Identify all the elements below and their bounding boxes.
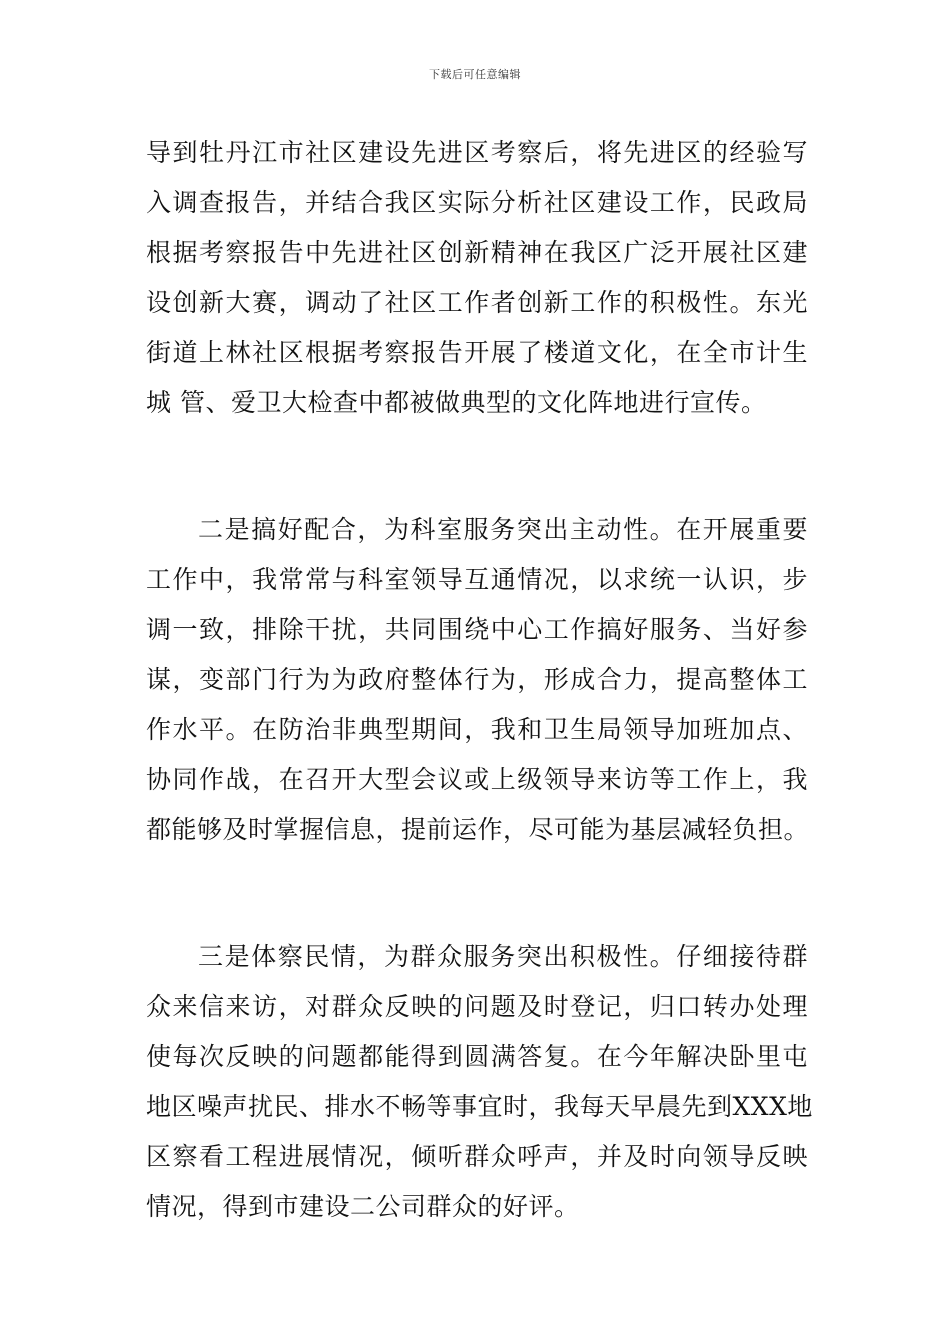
text-line: 众来信来访，对群众反映的问题及时登记，归口转办处理: [146, 992, 808, 1021]
text-line: 导到牡丹江市社区建设先进区考察后，将先进区的经验写: [146, 138, 808, 167]
text-line: 工作中，我常常与科室领导互通情况，以求统一认识，步: [146, 565, 808, 594]
text-line: 都能够及时掌握信息，提前运作，尽可能为基层减轻负担。: [146, 815, 810, 844]
text-line: 二是搞好配合，为科室服务突出主动性。在开展重要: [198, 515, 808, 544]
text-line: 城 管、爱卫大检查中都被做典型的文化阵地进行宣传。: [146, 388, 767, 417]
text-line: 谋，变部门行为为政府整体行为，形成合力，提高整体工: [146, 665, 808, 694]
text-line: 根据考察报告中先进社区创新精神在我区广泛开展社区建: [146, 238, 808, 267]
paragraph-gap: [146, 855, 808, 932]
document-body: [146, 128, 813, 1232]
text-line: 协同作战，在召开大型会议或上级领导来访等工作上，我: [146, 765, 808, 794]
text-line: 情况，得到市建设二公司群众的好评。: [146, 1192, 580, 1221]
paragraph-2: [146, 505, 808, 855]
paragraph-1: [146, 128, 808, 428]
paragraph-3: [146, 932, 813, 1232]
header-note: 下载后可任意编辑: [429, 68, 521, 81]
text-line: 街道上林社区根据考察报告开展了楼道文化，在全市计生: [146, 338, 808, 367]
text-line: 入调查报告，并结合我区实际分析社区建设工作，民政局: [146, 188, 808, 217]
text-line: 地区噪声扰民、排水不畅等事宜时，我每天早晨先到XXX地: [146, 1092, 813, 1121]
text-line: 作水平。在防治非典型期间，我和卫生局领导加班加点、: [146, 715, 808, 744]
text-line: 三是体察民情，为群众服务突出积极性。仔细接待群: [198, 942, 808, 971]
text-line: 使每次反映的问题都能得到圆满答复。在今年解决卧里屯: [146, 1042, 808, 1071]
paragraph-gap: [146, 428, 808, 505]
text-line: 区察看工程进展情况，倾听群众呼声，并及时向领导反映: [146, 1142, 808, 1171]
text-line: 调一致，排除干扰，共同围绕中心工作搞好服务、当好参: [146, 615, 808, 644]
text-line: 设创新大赛，调动了社区工作者创新工作的积极性。东光: [146, 288, 808, 317]
